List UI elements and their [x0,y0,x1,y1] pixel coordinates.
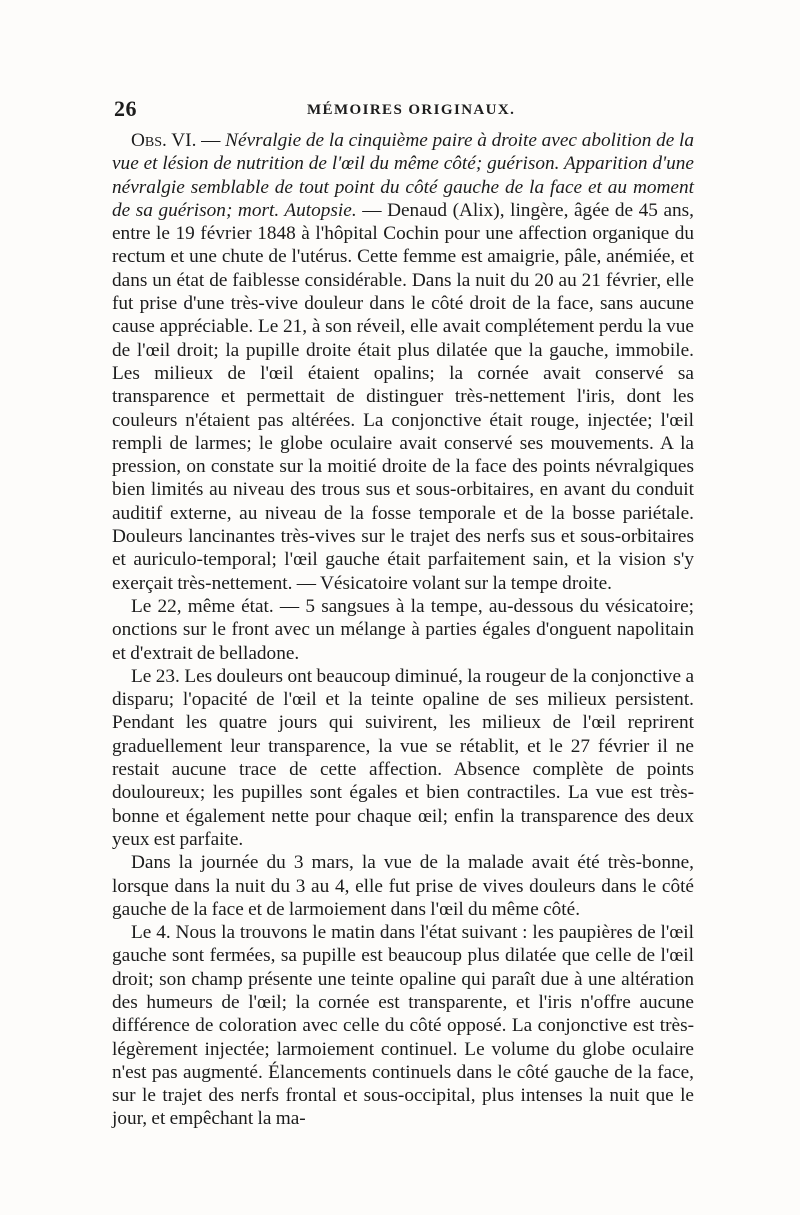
observation-paragraph [112,129,694,595]
paragraph-4-mars: Le 4. Nous la trouvons le matin dans l'état suivant : les paupières de l'œil gauche sont fermées, sa pupille est beaucoup plus dilatée que celle de l'œil droit; son champ présente une teinte opaline qui paraît due à une altération des humeurs de l'œil; la cornée est transparente, et l'iris n'offre aucune différence de coloration avec celle du côté opposé. La conjonctive est très-légèrement injectée; larmoiement continuel. Le volume du globe oculaire n'est pas augmenté. Élancements continuels dans le côté gauche de la face, sur le trajet des nerfs frontal et sous-occipital, plus intenses la nuit que le jour, et empêchant la ma- [112,922,694,1130]
body-text [112,129,694,1131]
running-header [112,96,694,126]
observation-title: Névralgie de la cinquième paire à droite avec abolition de la vue et lésion de nutrition de l'œil du même côté; guérison. Apparition d'une névralgie semblable de tout point du côté gauche de la face et au moment de sa guérison; mort. Autopsie. [112,130,694,221]
paragraph-3-mars: Dans la journée du 3 mars, la vue de la malade avait été très-bonne, lorsque dans la nuit du 3 au 4, elle fut prise de vives douleurs dans le côté gauche de la face et de larmoiement dans l'œil du même côté. [112,852,694,920]
paragraph-23-fevrier: Le 23. Les douleurs ont beaucoup diminué, la rougeur de la conjonctive a disparu; l'opacité de l'œil et la teinte opaline de ses milieux persistent. Pendant les quatre jours qui suivirent, les milieux de l'œil reprirent graduellement leur transparence, la vue se rétablit, et le 27 février il ne restait aucune trace de cette affection. Absence complète de points douloureux; les pupilles sont égales et bien contractiles. La vue est très-bonne et également nette pour chaque œil; enfin la transparence des deux yeux est parfaite. [112,665,694,850]
page-number: 26 [114,96,137,121]
observation-intro: — Denaud (Alix), lingère, âgée de 45 ans, entre le 19 février 1848 à l'hôpital Cochin pour une affection organique du rectum et une chute de l'utérus. Cette femme est amaigrie, pâle, anémiée, et dans un état de faiblesse considérable. Dans la nuit du 20 au 21 février, elle fut prise d'une très-vive douleur dans le côté droit de la face, sans aucune cause appréciable. Le 21, à son réveil, elle avait complétement perdu la vue de l'œil droit; la pupille droite était plus dilatée que la gauche, immobile. Les milieux de l'œil étaient opalins; la cornée avait conservé sa transparence et permettait de distinguer très-nettement l'iris, dont les couleurs n'étaient pas altérées. La conjonctive était rouge, injectée; l'œil rempli de larmes; le globe oculaire avait conservé ses mouvements. A la pression, on constate sur la moitié droite de la face des points névralgiques bien limités au niveau des trous sus et sous-orbitaires, en avant du conduit auditif externe, au niveau de la fosse temporale et de la bosse pariétale. Douleurs lancinantes très-vives sur le trajet des nerfs sus et sous-orbitaires et auriculo-temporal; l'œil gauche était parfaitement sain, et la vision s'y exerçait très-nettement. — Vésicatoire volant sur la tempe droite. [112,199,694,594]
section-title: MÉMOIRES ORIGINAUX. [307,102,516,118]
observation-label: Obs. VI. [131,130,197,151]
observation-dash: — [196,130,226,151]
paragraph-22-fevrier: Le 22, même état. — 5 sangsues à la tempe, au-dessous du vésicatoire; onctions sur le front avec un mélange à parties égales d'onguent napolitain et d'extrait de belladone. [112,595,694,664]
